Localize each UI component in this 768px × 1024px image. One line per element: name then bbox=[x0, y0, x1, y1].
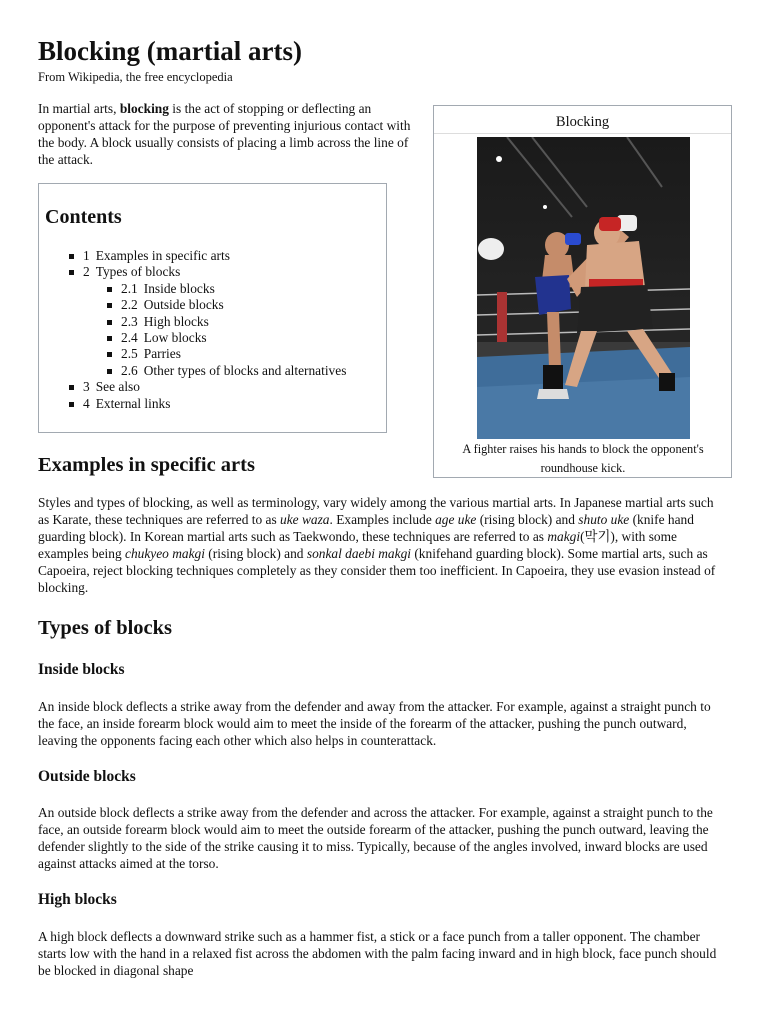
intro-paragraph bbox=[38, 100, 412, 168]
term-shuto-uke: shuto uke bbox=[578, 512, 630, 527]
toc-item-number: 2.2 bbox=[121, 297, 138, 313]
term-sonkal-daebi-makgi: sonkal daebi makgi bbox=[306, 546, 411, 561]
toc-item-number: 1 bbox=[83, 248, 90, 263]
toc-item-label[interactable]: External links bbox=[95, 395, 171, 411]
term-age-uke: age uke bbox=[435, 512, 477, 527]
toc-item-number: 2.1 bbox=[121, 280, 138, 296]
toc-item-number: 2.6 bbox=[121, 362, 138, 378]
toc-item-number: 3 bbox=[83, 379, 90, 395]
intro-text-start: In martial arts, bbox=[38, 101, 120, 116]
examples-text: (rising block) and bbox=[476, 512, 579, 527]
examples-text: (knife hand guarding block). In Korean martial arts such as Taekwondo, these techniques are referred to as bbox=[38, 512, 694, 544]
infobox bbox=[433, 105, 732, 478]
toc-item-label[interactable]: See also bbox=[95, 379, 140, 395]
subsection-heading-outside: Outside blocks bbox=[38, 768, 136, 785]
toc-item[interactable] bbox=[107, 314, 346, 330]
toc-item[interactable] bbox=[69, 248, 346, 264]
subsection-heading-inside: Inside blocks bbox=[38, 661, 125, 678]
toc-item-number: 2.4 bbox=[121, 330, 138, 346]
section-heading-types: Types of blocks bbox=[38, 617, 173, 639]
inside-blocks-paragraph: An inside block deflects a strike away from the defender and away from the attacker. For example, against a straight punch to the face, an inside forearm block would aim to meet the inside of the forearm of the attacker, pushing the punch outward, leaving the opponents facing each other which also helps in counterattack. bbox=[38, 699, 711, 748]
term-chukyeo-makgi: chukyeo makgi bbox=[125, 546, 205, 561]
toc-item[interactable] bbox=[107, 297, 346, 313]
examples-paragraph bbox=[38, 494, 728, 596]
outside-blocks-paragraph: An outside block deflects a strike away from the defender and across the attacker. For example, against a straight punch to the face, an outside forearm block would aim to meet the outside forearm of the attacker, pushing the punch outward, leaving the defender slightly to the side of the strike causing it to miss. Typically, because of the angles involved, inward blocks are used against attacks aimed at the torso. bbox=[38, 805, 713, 871]
toc-item-label[interactable]: Low blocks bbox=[143, 330, 207, 346]
toc-item[interactable] bbox=[107, 330, 346, 346]
toc-item[interactable] bbox=[107, 363, 346, 379]
toc-list bbox=[69, 248, 346, 412]
toc-item[interactable] bbox=[69, 264, 346, 280]
infobox-title: Blocking bbox=[434, 106, 731, 134]
intro-bold-term: blocking bbox=[119, 101, 169, 116]
page-title: Blocking (martial arts) bbox=[38, 36, 302, 66]
intro-text-end: is the act of stopping or deflecting an opponent's attack for the purpose of preventing injurious contact with the body. A block usually consists of placing a limb across the line of the attack. bbox=[38, 101, 411, 167]
toc-item-number: 2.5 bbox=[121, 346, 138, 362]
toc-item-number: 2 bbox=[83, 264, 90, 280]
toc-item[interactable] bbox=[69, 396, 346, 412]
term-makgi: makgi bbox=[547, 529, 581, 544]
toc-item-number: 4 bbox=[83, 395, 90, 411]
subsection-heading-high: High blocks bbox=[38, 891, 117, 908]
high-blocks-paragraph: A high block deflects a downward strike such as a hammer fist, a stick or a face punch from a taller opponent. The chamber starts low with the hand in a relaxed fist across the abdomen with the palm facing inward and in high block, face punch should be blocked in diagonal shape bbox=[38, 929, 717, 978]
toc-item-label[interactable]: Other types of blocks and alternatives bbox=[143, 362, 347, 378]
table-of-contents bbox=[38, 183, 387, 433]
toc-item[interactable] bbox=[107, 346, 346, 362]
toc-item[interactable] bbox=[69, 379, 346, 395]
examples-text: (knifehand guarding block). Some martial arts, such as Capoeira, reject blocking techniques completely as they consider them too inefficient. In Capoeira, they use evasion instead of blocking. bbox=[38, 546, 716, 595]
toc-item-label[interactable]: Inside blocks bbox=[143, 280, 215, 296]
fighter-photo[interactable] bbox=[477, 137, 690, 439]
toc-heading: Contents bbox=[45, 206, 122, 228]
article bbox=[38, 34, 732, 978]
toc-item-label[interactable]: Outside blocks bbox=[143, 297, 224, 313]
toc-item-label[interactable]: Parries bbox=[143, 346, 181, 362]
section-heading-examples: Examples in specific arts bbox=[38, 454, 255, 476]
toc-item-label[interactable]: Examples in specific arts bbox=[95, 248, 230, 263]
examples-text: (막기), with some examples being bbox=[38, 529, 677, 561]
toc-item-label[interactable]: High blocks bbox=[143, 313, 209, 329]
examples-text: Styles and types of blocking, as well as terminology, vary widely among the various martial arts. In Japanese martial arts such as Karate, these techniques are referred to as bbox=[38, 495, 714, 527]
term-uke-waza: uke waza bbox=[280, 512, 330, 527]
examples-text: (rising block) and bbox=[204, 546, 307, 561]
tagline: From Wikipedia, the free encyclopedia bbox=[38, 70, 233, 84]
toc-item-label[interactable]: Types of blocks bbox=[95, 264, 181, 280]
toc-item[interactable] bbox=[107, 281, 346, 297]
infobox-caption: A fighter raises his hands to block the opponent's roundhouse kick. bbox=[462, 442, 704, 475]
examples-text: . Examples include bbox=[329, 512, 436, 527]
toc-item-number: 2.3 bbox=[121, 313, 138, 329]
